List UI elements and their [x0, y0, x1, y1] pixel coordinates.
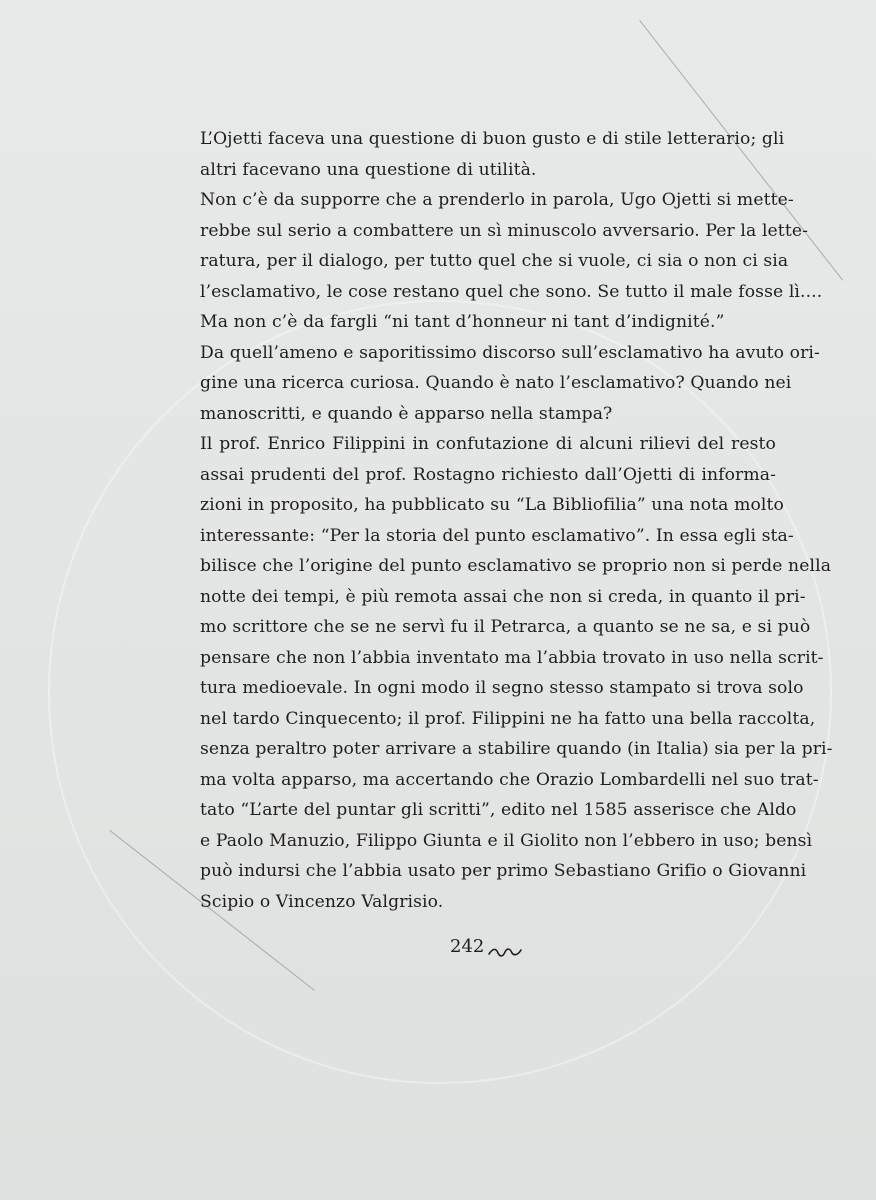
text-line: senza peraltro poter arrivare a stabilire quando (in Italia) sia per la pri-	[200, 739, 833, 759]
text-line: rebbe sul serio a combattere un sì minuscolo avversario. Per la lette-	[200, 220, 808, 241]
text-line: nel tardo Cinquecento; il prof. Filippini ne ha fatto una bella raccolta,	[200, 708, 816, 729]
text-line: e Paolo Manuzio, Filippo Giunta e il Giolito non l’ebbero in uso; bensì	[200, 830, 813, 851]
text-line: ratura, per il dialogo, per tutto quel che si vuole, ci sia o non ci sia	[200, 251, 789, 271]
text-line: pensare che non l’abbia inventato ma l’abbia trovato in uso nella scrit-	[200, 647, 824, 668]
text-line: Da quell’ameno e saporitissimo discorso sull’esclamativo ha avuto ori-	[200, 342, 820, 363]
text-line: tura medioevale. In ogni modo il segno stesso stampato si trova solo	[200, 678, 804, 698]
page-number: 242	[450, 936, 485, 957]
text-line: Scipio o Vincenzo Valgrisio.	[200, 891, 444, 912]
text-line: zioni in proposito, ha pubblicato su “La Bibliofilia” una nota molto	[200, 495, 784, 515]
text-line: L’Ojetti faceva una questione di buon gusto e di stile letterario; gli	[200, 129, 785, 149]
text-line: può indursi che l’abbia usato per primo Sebastiano Grifio o Giovanni	[200, 861, 807, 881]
text-line: l’esclamativo, le cose restano quel che sono. Se tutto il male fosse lì....	[200, 281, 823, 302]
text-line: ma volta apparso, ma accertando che Orazio Lombardelli nel suo trat-	[200, 769, 819, 790]
text-line: manoscritti, e quando è apparso nella stampa?	[200, 403, 613, 424]
text-line: notte dei tempi, è più remota assai che non si creda, in quanto il pri-	[200, 586, 806, 607]
text-line: bilisce che l’origine del punto esclamativo se proprio non si perde nella	[200, 556, 832, 576]
text-line: altri facevano una questione di utilità.	[200, 159, 537, 180]
text-line: gine una ricerca curiosa. Quando è nato l’esclamativo? Quando nei	[200, 373, 792, 393]
text-line: Ma non c’è da fargli “ni tant d’honneur ni tant d’indignité.”	[200, 312, 725, 332]
text-line: mo scrittore che se ne servì fu il Petrarca, a quanto se ne sa, e si può	[200, 617, 811, 637]
flourish-ornament-icon	[487, 945, 523, 959]
text-line: assai prudenti del prof. Rostagno richiesto dall’Ojetti di informa-	[200, 464, 776, 485]
text-line: Il prof. Enrico Filippini in confutazione di alcuni rilievi del resto	[200, 434, 776, 454]
text-line: Non c’è da supporre che a prenderlo in parola, Ugo Ojetti si mette-	[200, 190, 794, 210]
text-line: interessante: “Per la storia del punto esclamativo”. In essa egli sta-	[200, 525, 794, 546]
text-line: tato “L’arte del puntar gli scritti”, edito nel 1585 asserisce che Aldo	[200, 800, 797, 820]
body-text	[200, 124, 833, 917]
